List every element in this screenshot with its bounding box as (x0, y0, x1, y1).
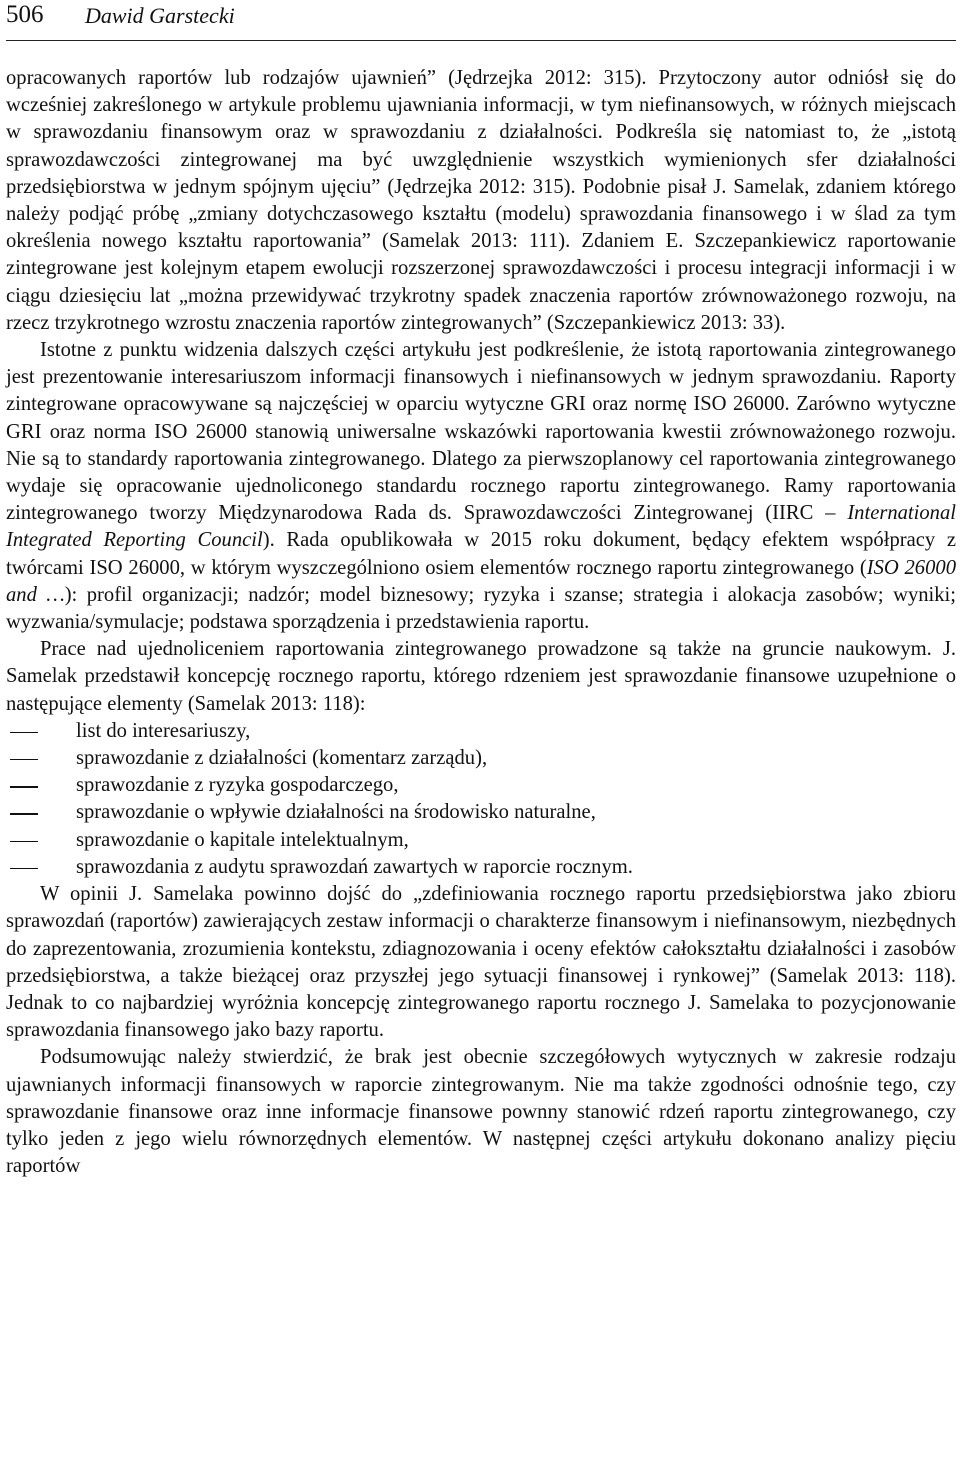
list-item-text: list do interesariuszy, (76, 719, 251, 742)
paragraph-1: opracowanych raportów lub rodzajów ujawnień” (Jędrzejka 2012: 315). Przytoczony autor odniósł się do wcześniej zakreślonego w artykule problemu ujawniania informacji, w tym niefinansowych, w różnych miejscach w sprawozdaniu finansowym oraz w sprawozdaniu z działalności. Podkreśla się natomiast to, że „istotą sprawozdawczości zintegrowanej ma być uwzględnienie wszystkich wymienionych sfer działalności przedsiębiorstwa w jednym spójnym ujęciu” (Jędrzejka 2012: 315). Podobnie pisał J. Samelak, zdaniem którego należy podjąć próbę „zmiany dotychczasowego kształtu (modelu) sprawozdania finansowego i w ślad za tym określenia nowego kształtu raportowania” (Samelak 2013: 111). Zdaniem E. Szczepankiewicz raportowanie zintegrowane jest kolejnym etapem ewolucji rozszerzonej sprawozdawczości i procesu integracji informacji i w ciągu dziesięciu lat „można przewidywać trzykrotny spadek znaczenia raportów zrównoważonego rozwoju, na rzecz trzykrotnego wzrostu znaczenia raportów zintegrowanych” (Szczepankiewicz 2013: 33). (6, 67, 956, 334)
paragraph-2-text-c: ): profil organizacji; nadzór; model biznesowy; ryzyka i szanse; strategia i alokacja zasobów; wyniki; wyzwania/symulacje; podstawa sporządzenia i przedstawienia raportu. (6, 583, 956, 634)
paragraph-4: W opinii J. Samelaka powinno dojść do „zdefiniowania rocznego raportu przedsiębiorstwa jako zbioru sprawozdań (raportów) zawierających zestaw informacji o charakterze finansowym i niefinansowym, niezbędnych do zaprezentowania, zrozumienia kontekstu, zdiagnozowania i oceny efektów całokształtu działalności i zasobów przedsiębiorstwa, a także bieżącej oraz przyszłej jego sytuacji finansowej i rynkowej” (Samelak 2013: 118). Jednak to co najbardziej wyróżnia koncepcję zintegrowanego raportu rocznego J. Samelaka to pozycjonowanie sprawozdania finansowego jako bazy raportu. (6, 883, 956, 1042)
list-item-text: sprawozdanie o kapitale intelektualnym, (76, 828, 409, 851)
running-head-author: Dawid Garstecki (85, 3, 235, 28)
list-item-text: sprawozdanie o wpływie działalności na środowisko naturalne, (76, 801, 596, 824)
page-header (6, 0, 956, 41)
list-item (6, 827, 956, 854)
paragraph-3: Prace nad ujednoliceniem raportowania zintegrowanego prowadzone są także na gruncie naukowym. J. Samelak przedstawił koncepcję rocznego raportu, którego rdzeniem jest sprawozdanie finansowe uzupełnione o następujące elementy (Samelak 2013: 118): (6, 638, 956, 715)
list-item-text: sprawozdanie z ryzyka gospodarczego, (76, 774, 399, 797)
paragraph-2 (6, 337, 956, 636)
list-item (6, 772, 956, 799)
document-page (6, 0, 956, 1180)
list-item (6, 745, 956, 772)
iso-reference: ISO 26000 and … (6, 556, 956, 606)
page-number: 506 (6, 1, 44, 28)
paragraph-5: Podsumowując należy stwierdzić, że brak jest obecnie szczegółowych wytycznych w zakresie rodzaju ujawnianych informacji finansowych w raporcie zintegrowanym. Nie ma także zgodności odnośnie tego, czy sprawozdanie finansowe oraz inne informacje finansowe pownny stanowić rdzeń raportu zintegrowanego, czy tylko jeden z jego wielu równorzędnych elementów. W następnej części artykułu dokonano analizy pięciu raportów (6, 1046, 956, 1178)
list-item (6, 854, 956, 881)
iirc-full-name: International Integrated Reporting Council (6, 502, 956, 552)
list-item (6, 718, 956, 745)
list-item-text: sprawozdania z audytu sprawozdań zawartych w raporcie rocznym. (76, 855, 633, 878)
list-item-text: sprawozdanie z działalności (komentarz zarządu), (76, 747, 488, 770)
paragraph-2-text-a: Istotne z punktu widzenia dalszych części artykułu jest podkreślenie, że istotą raportowania zintegrowanego jest prezentowanie interesariuszom informacji finansowych i niefinansowych w jednym sprawozdaniu. Raporty zintegrowane opracowywane są najczęściej w oparciu wytyczne GRI oraz normę ISO 26000. Zarówno wytyczne GRI oraz norma ISO 26000 stanowią uniwersalne wskazówki raportowania kwestii zrównoważonego rozwoju. Nie są to standardy raportowania zintegrowanego. Dlatego za pierwszoplanowy cel raportowania zintegrowanego wydaje się opracowanie ujednoliconego standardu rocznego raportu zintegrowanego. Ramy raportowania zintegrowanego tworzy Międzynarodowa Rada ds. Sprawozdawczości Zintegrowanej (IIRC – (6, 339, 956, 525)
list-item (6, 799, 956, 826)
paragraph-2-text-b: ). Rada opublikowała w 2015 roku dokument, będący efektem współpracy z twórcami ISO 26000, w którym wyszczególniono osiem elementów rocznego raportu zintegrowanego ( (6, 529, 957, 579)
report-elements-list (6, 718, 956, 881)
